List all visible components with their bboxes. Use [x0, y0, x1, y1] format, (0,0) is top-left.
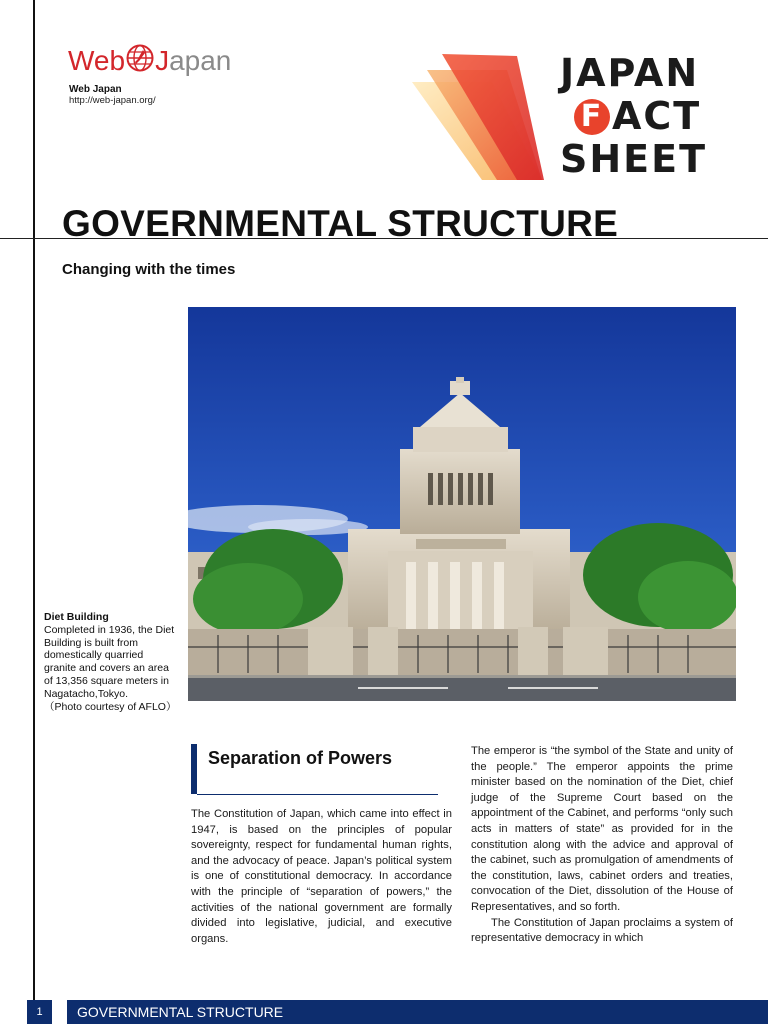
fact-sheet-line-japan: JAPAN — [560, 51, 700, 95]
caption-text: Completed in 1936, the Diet Building is built from domestically quarried granite and covers an area of 13,356 square meters in Nagatacho,Tokyo. — [44, 623, 175, 700]
fact-sheet-act-text: ACT — [612, 94, 702, 138]
section-underline — [197, 794, 438, 795]
paragraph-emperor: The emperor is “the symbol of the State and unity of the people.” The emperor appoints the prime minister based on the nomination of the Diet, chief judge of the Supreme Court based on the appointment of the Cabinet, and performs “only such acts in matters of state” as provided for in the constitution along with the advice and approval of the cabinet, such as promulgation of amendments of the constitution, laws, cabinet orders and treaties, convocation of the Diet, dissolution of the House of Representatives, and so forth. — [471, 745, 733, 913]
fact-sheet-line-fact — [560, 95, 710, 138]
page-subtitle: Changing with the times — [62, 261, 236, 278]
section-accent-bar — [191, 744, 197, 794]
caption-title: Diet Building — [44, 611, 109, 623]
footer-label: GOVERNMENTAL STRUCTURE — [77, 1004, 284, 1020]
web-japan-logo[interactable] — [68, 44, 231, 78]
body-column-left — [191, 807, 452, 947]
fact-sheet-line-sheet: SHEET — [560, 137, 708, 181]
diet-building-photo — [188, 307, 736, 701]
logo-web-text: Web — [68, 45, 126, 76]
japan-fact-sheet-logo — [560, 52, 710, 181]
footer-title-bar — [67, 1000, 768, 1024]
photo-caption — [44, 611, 176, 713]
page-title: GOVERNMENTAL STRUCTURE — [62, 203, 619, 244]
fact-f-circle: F — [574, 99, 610, 135]
globe-icon — [126, 44, 154, 79]
logo-japan-rest: apan — [169, 45, 232, 76]
logo-japan-initial: J — [155, 45, 170, 76]
web-japan-name: Web Japan — [69, 84, 122, 95]
paragraph-constitution: The Constitution of Japan, which came into effect in 1947, is based on the principles of popular sovereignty, respect for fundamental human rights, and the advocacy of peace. Japan’s political system is one of constitutional democracy. In accordance with the principle of “separation of powers,” the activities of the national government are formally divided into legislative, judicial, and executive organs. — [191, 808, 452, 945]
margin-vertical-rule — [33, 0, 35, 1024]
section-heading: Separation of Powers — [208, 748, 393, 768]
caption-credit: （Photo courtesy of AFLO） — [44, 700, 177, 713]
web-japan-url[interactable]: http://web-japan.org/ — [69, 95, 156, 106]
fan-graphic — [412, 52, 547, 189]
body-column-right — [471, 744, 733, 947]
footer-page-number: 1 — [27, 1000, 52, 1024]
paragraph-representative-democracy: The Constitution of Japan proclaims a system of representative democracy in which — [471, 916, 733, 945]
